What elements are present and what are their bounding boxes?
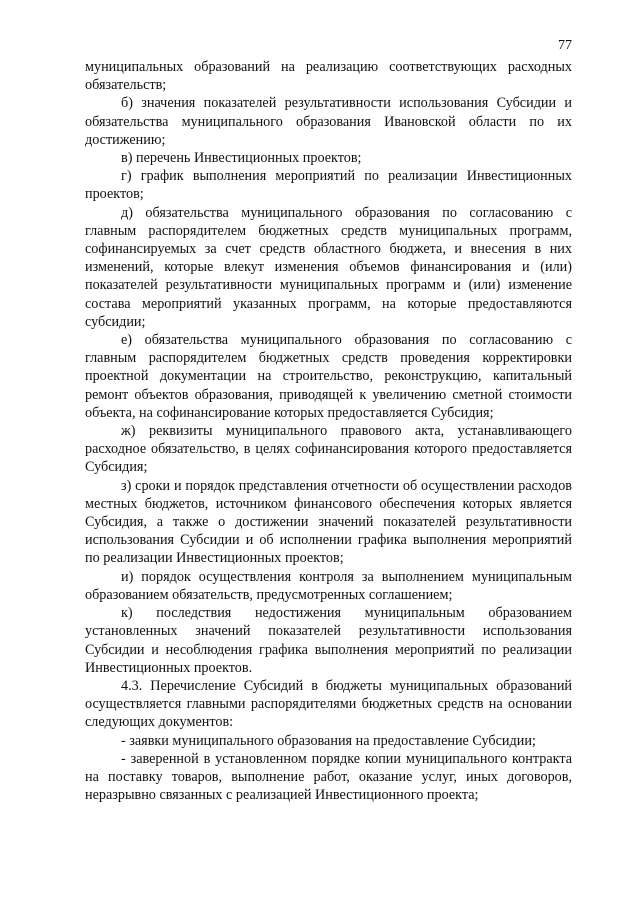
paragraph-item-g: г) график выполнения мероприятий по реализации Инвестиционных проектов; (85, 168, 572, 203)
paragraph-section-4-3: 4.3. Перечисление Субсидий в бюджеты муниципальных образований осуществляется главными распорядителями бюджетных средств на основании следующих документов: (85, 677, 572, 731)
paragraph-dash-item-1: - заявки муниципального образования на предоставление Субсидии; (121, 732, 536, 749)
paragraph-item-d: д) обязательства муниципального образования по согласованию с главным распорядителем бюджетных средств муниципальных программ, софинансируемых за счет средств областного бюджета, и внесения в них изменений, которые влекут изменения объемов финансирования и (или) показателей результативности муниципальных программ и (или) изменение состава мероприятий указанных программ, на которые предоставляются субсидии; (85, 204, 572, 330)
paragraph-item-z: з) сроки и порядок представления отчетности об осуществлении расходов местных бюджетов, источником финансового обеспечения которых является Субсидия, а также о достижении значений показателей результативности использования Субсидии и об исполнении графика выполнения мероприятий по реализации Инвестиционных проектов; (85, 477, 572, 567)
paragraph-item-k: к) последствия недостижения муниципальным образованием установленных значений показателей результативности использования Субсидии и несоблюдения графика выполнения мероприятий по реализации Инвестиционных проектов. (85, 605, 572, 676)
paragraph-continuation: муниципальных образований на реализацию соответствующих расходных обязательств; (85, 59, 572, 94)
paragraph-dash-item-2: - заверенной в установленном порядке копии муниципального контракта на поставку товаров, выполнение работ, оказание услуг, иных договоров, неразрывно связанных с реализацией Инвестиционного проекта; (85, 750, 572, 804)
paragraph-item-v: в) перечень Инвестиционных проектов; (121, 150, 362, 167)
page-number: 77 (558, 38, 572, 53)
paragraph-item-i: и) порядок осуществления контроля за выполнением муниципальным образованием обязательств, предусмотренных соглашением; (85, 568, 572, 603)
paragraph-item-b: б) значения показателей результативности использования Субсидии и обязательства муниципального образования Ивановской области по их достижению; (85, 95, 572, 148)
paragraph-item-e: е) обязательства муниципального образования по согласованию с главным распорядителем бюджетных средств проведения корректировки проектной документации на строительство, реконструкцию, капитальный ремонт объектов образования, приводящей к увеличению сметной стоимости объекта, на софинансирование которых предоставляется Субсидия; (85, 332, 572, 421)
document-body (85, 58, 572, 804)
paragraph-item-zh: ж) реквизиты муниципального правового акта, устанавливающего расходное обязательство, в целях софинансирования которого предоставляется Субсидия; (85, 423, 572, 476)
